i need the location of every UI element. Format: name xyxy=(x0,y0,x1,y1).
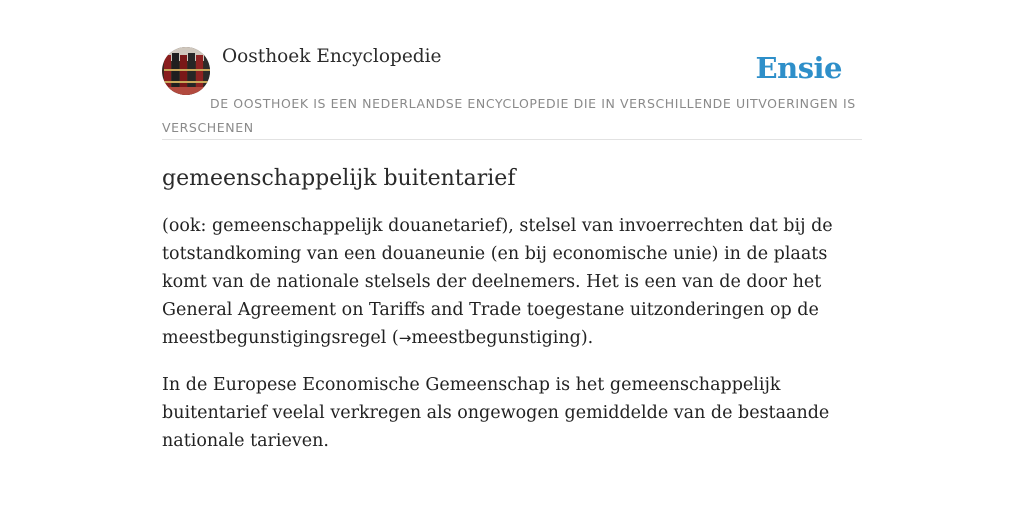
encyclopedia-books-icon[interactable] xyxy=(162,47,210,95)
paragraph-text: (ook: gemeenschappelijk douanetarief), stelsel van invoerrechten dat bij de totstandkoming van een douaneunie (en bij economische unie) in de plaats komt van de nationale stelsels der deelnemers. Het is een van de door het General Agreement on Tariffs and Trade toegestane uitzonderingen op de meestbegunstigingsregel ( xyxy=(162,216,833,348)
cross-reference-link[interactable]: meestbegunstiging xyxy=(411,328,581,348)
article xyxy=(162,160,862,455)
article-title: gemeenschappelijk buitentarief xyxy=(162,166,516,191)
site-title[interactable]: Oosthoek Encyclopedie xyxy=(222,46,442,67)
brand-logo[interactable]: Ensie xyxy=(755,51,842,85)
site-header xyxy=(162,40,862,140)
article-paragraph xyxy=(162,212,862,352)
article-paragraph: In de Europese Economische Gemeenschap is het gemeenschappelijk buitentarief veelal verkregen als ongewogen gemiddelde van de bestaande nationale tarieven. xyxy=(162,375,830,451)
site-tagline: DE OOSTHOEK IS EEN NEDERLANDSE ENCYCLOPEDIE DIE IN VERSCHILLENDE UITVOERINGEN IS VERSCHENEN xyxy=(162,96,856,135)
arrow-right-icon: → xyxy=(398,329,412,347)
paragraph-text: ). xyxy=(580,328,594,348)
